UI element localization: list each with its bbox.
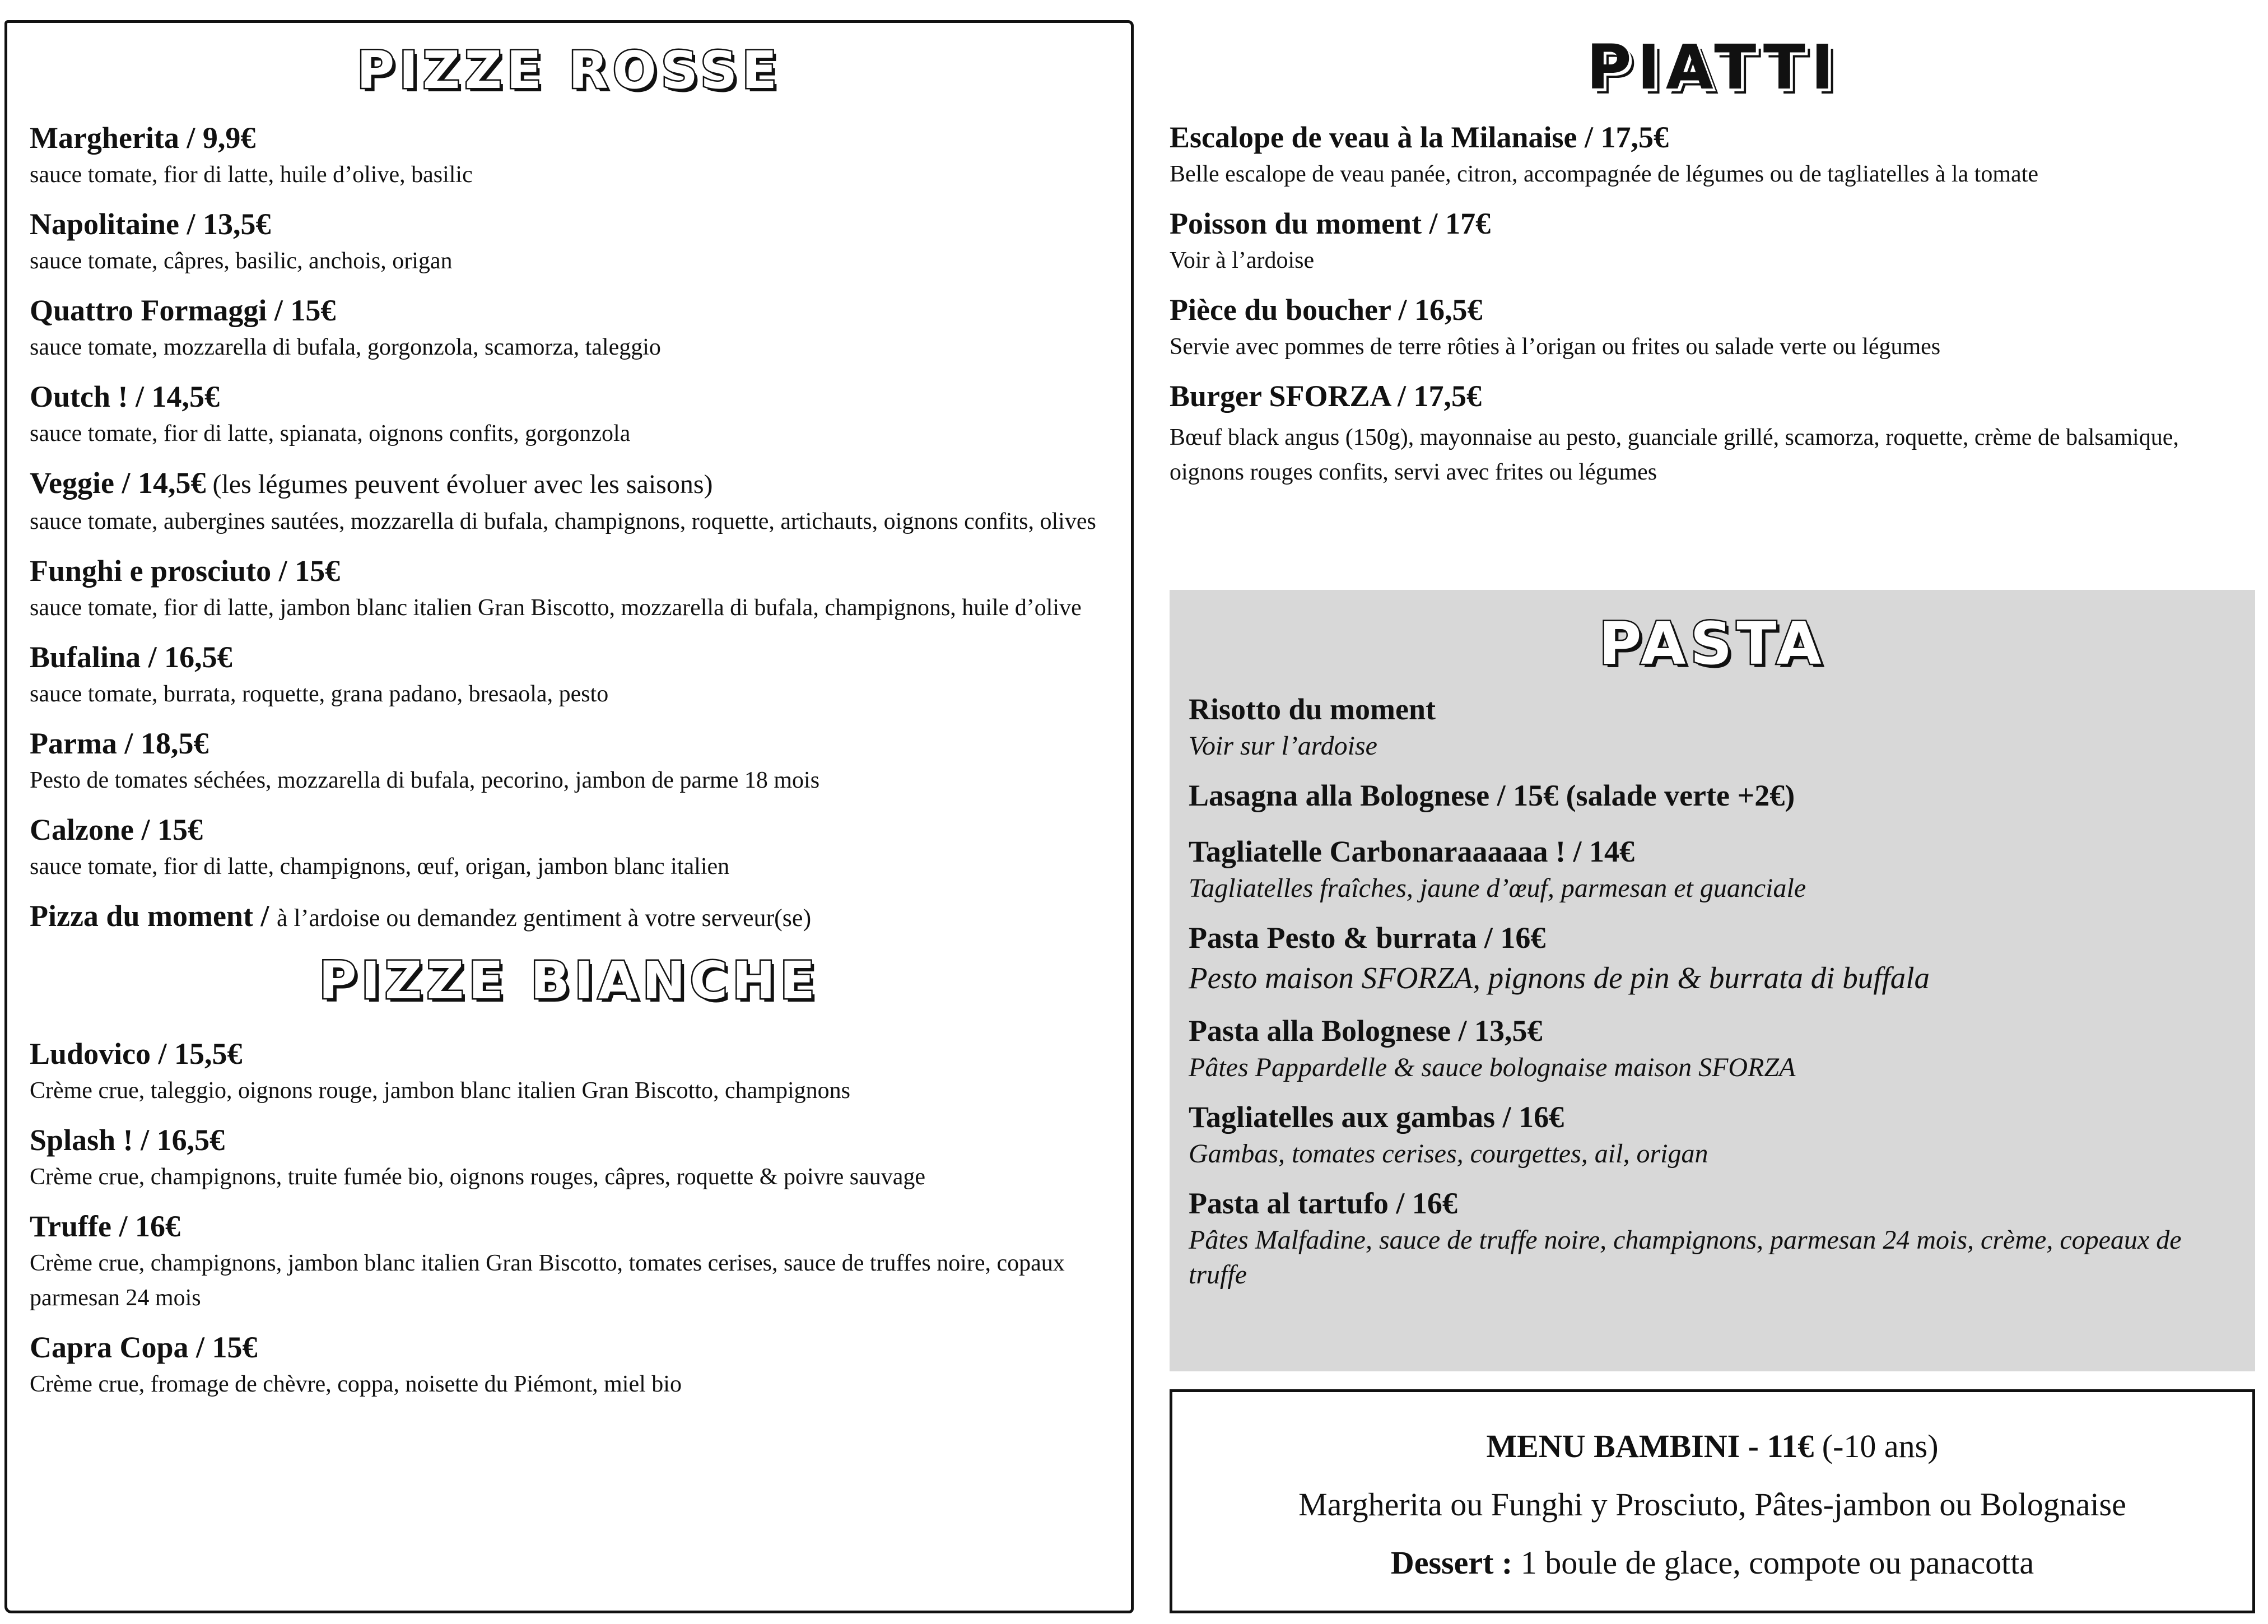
item-name: Pasta Pesto & burrata / 16€ [1189, 921, 1546, 955]
item-name-row [30, 896, 1109, 938]
item-name: Pièce du boucher / 16,5€ [1170, 293, 1483, 327]
item-name: Tagliatelles aux gambas / 16€ [1189, 1100, 1564, 1134]
item-description: Gambas, tomates cerises, courgettes, ail, origan [1189, 1139, 1708, 1169]
menu-item [30, 724, 1109, 798]
item-name: Burger SFORZA / 17,5€ [1170, 379, 1482, 413]
piatti-title: PIATTI [1586, 31, 1839, 103]
item-description: sauce tomate, burrata, roquette, grana padano, bresaola, pesto [30, 681, 609, 707]
item-description: sauce tomate, câpres, basilic, anchois, origan [30, 248, 453, 274]
menu-item [1170, 118, 2256, 192]
item-name: Splash ! / 16,5€ [30, 1123, 225, 1157]
menu-item [30, 291, 1109, 365]
item-note: (les légumes peuvent évoluer avec les saisons) [206, 469, 713, 499]
menu-item [1170, 290, 2256, 364]
menu-item [30, 377, 1109, 451]
menu-item [30, 1034, 1109, 1108]
menu-item [1189, 1184, 2236, 1292]
item-description: Pesto maison SFORZA, pignons de pin & burrata di buffala [1189, 961, 1930, 995]
bambini-title: MENU BAMBINI - 11€ [1486, 1428, 1814, 1464]
item-description: sauce tomate, fior di latte, huile d’olive, basilic [30, 162, 473, 188]
item-description: Crème crue, fromage de chèvre, coppa, noisette du Piémont, miel bio [30, 1371, 682, 1397]
item-name: Risotto du moment [1189, 692, 1436, 726]
item-name: Funghi e prosciuto / 15€ [30, 554, 341, 588]
pasta-title: PASTA [1599, 609, 1826, 678]
menu-item [30, 1328, 1109, 1402]
item-name: Pizza du moment / [30, 899, 277, 933]
item-name: Quattro Formaggi / 15€ [30, 294, 336, 327]
menu-item [30, 463, 1109, 539]
item-name: Lasagna alla Bolognese / 15€ (salade verte +2€) [1189, 779, 1795, 812]
menu-item [1189, 1011, 2236, 1085]
item-description: sauce tomate, fior di latte, spianata, oignons confits, gorgonzola [30, 421, 631, 446]
menu-item [1189, 918, 2236, 999]
menu-item [30, 637, 1109, 711]
item-name: Veggie / 14,5€ [30, 466, 206, 500]
item-description: sauce tomate, aubergines sautées, mozzarella di bufala, champignons, roquette, artichauts, oignons confits, olives [30, 509, 1096, 534]
item-name: Truffe / 16€ [30, 1209, 180, 1243]
item-name: Margherita / 9,9€ [30, 121, 256, 155]
menu-item [1189, 690, 2236, 764]
item-description: Voir à l’ardoise [1170, 248, 1315, 273]
menu-item [30, 1207, 1109, 1315]
item-name: Calzone / 15€ [30, 813, 203, 846]
item-description: sauce tomate, mozzarella di bufala, gorgonzola, scamorza, taleggio [30, 334, 661, 360]
item-description: sauce tomate, fior di latte, champignons, œuf, origan, jambon blanc italien [30, 854, 730, 880]
item-description: Servie avec pommes de terre rôties à l’origan ou frites ou salade verte ou légumes [1170, 334, 1941, 360]
item-name: Parma / 18,5€ [30, 727, 209, 760]
item-name: Outch ! / 14,5€ [30, 380, 220, 413]
menu-bambini-box [1170, 1389, 2255, 1613]
item-name: Poisson du moment / 17€ [1170, 207, 1491, 240]
menu-item [30, 810, 1109, 884]
pizze-bianche-title: PIZZE BIANCHE [319, 951, 819, 1011]
menu-item [1189, 832, 2236, 906]
menu-item-pizza-du-moment [30, 896, 1109, 938]
bambini-dessert [1172, 1542, 2252, 1584]
pizza-menu-column [4, 20, 1134, 1613]
menu-item [1189, 1097, 2236, 1171]
item-name-row [30, 463, 1109, 504]
item-description: Belle escalope de veau panée, citron, accompagnée de légumes ou de tagliatelles à la tomate [1170, 161, 2038, 187]
item-description: sauce tomate, fior di latte, jambon blanc italien Gran Biscotto, mozzarella di bufala, champignons, huile d’olive [30, 595, 1082, 621]
item-description: Crème crue, taleggio, oignons rouge, jambon blanc italien Gran Biscotto, champignons [30, 1078, 850, 1104]
item-description: Voir sur l’ardoise [1189, 731, 1377, 761]
item-name: Pasta alla Bolognese / 13,5€ [1189, 1014, 1543, 1048]
item-name: Tagliatelle Carbonaraaaaaa ! / 14€ [1189, 835, 1634, 868]
item-note: à l’ardoise ou demandez gentiment à votre serveur(se) [276, 904, 812, 932]
menu-item [1170, 204, 2256, 278]
menu-item [30, 204, 1109, 278]
pasta-section [1170, 590, 2255, 1371]
item-description: Pesto de tomates séchées, mozzarella di bufala, pecorino, jambon de parme 18 mois [30, 767, 820, 793]
menu-item [30, 551, 1109, 625]
item-description: Bœuf black angus (150g), mayonnaise au pesto, guanciale grillé, scamorza, roquette, crème de balsamique, oignons rouges confits, servi avec frites ou légumes [1170, 425, 2179, 485]
menu-item [1170, 376, 2256, 490]
item-name: Napolitaine / 13,5€ [30, 207, 271, 241]
piatti-section [1170, 31, 2256, 502]
item-name: Escalope de veau à la Milanaise / 17,5€ [1170, 120, 1669, 154]
item-description: Crème crue, champignons, truite fumée bio, oignons rouges, câpres, roquette & poivre sauvage [30, 1164, 926, 1190]
item-description: Crème crue, champignons, jambon blanc italien Gran Biscotto, tomates cerises, sauce de truffes noire, copaux parmesan 24 mois [30, 1250, 1065, 1311]
bambini-line: Margherita ou Funghi y Prosciuto, Pâtes-jambon ou Bolognaise [1298, 1486, 2126, 1523]
bambini-heading [1172, 1426, 2252, 1467]
dessert-text: 1 boule de glace, compote ou panacotta [1512, 1544, 2034, 1581]
dessert-label: Dessert : [1390, 1544, 1513, 1581]
bambini-age: (-10 ans) [1814, 1428, 1939, 1464]
menu-item [1189, 776, 2236, 815]
item-name: Bufalina / 16,5€ [30, 640, 232, 674]
item-name: Capra Copa / 15€ [30, 1330, 258, 1364]
menu-item [30, 1120, 1109, 1194]
item-description: Pâtes Pappardelle & sauce bolognaise maison SFORZA [1189, 1053, 1796, 1082]
item-name: Pasta al tartufo / 16€ [1189, 1186, 1457, 1220]
item-description: Pâtes Malfadine, sauce de truffe noire, champignons, parmesan 24 mois, crème, copeaux de truffe [1189, 1225, 2182, 1290]
item-description: Tagliatelles fraîches, jaune d’œuf, parmesan et guanciale [1189, 873, 1806, 903]
pizze-rosse-title: PIZZE ROSSE [356, 40, 782, 100]
item-name: Ludovico / 15,5€ [30, 1037, 243, 1071]
menu-item [30, 118, 1109, 192]
